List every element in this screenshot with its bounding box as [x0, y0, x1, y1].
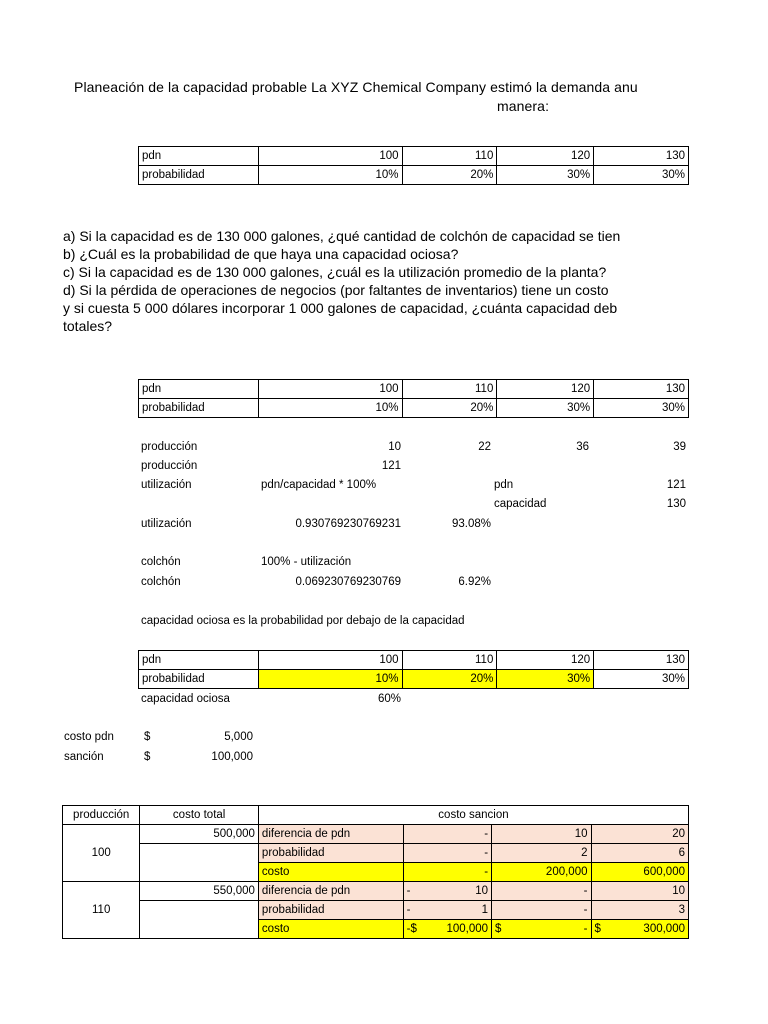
- question-d: d) Si la pérdida de operaciones de negocios (por faltantes de inventarios) tiene un costo: [63, 282, 609, 298]
- table-row: [139, 147, 689, 166]
- row-label: pdn: [139, 380, 259, 399]
- colchon-value: 0.069230769230769: [295, 576, 401, 588]
- costo-pdn-value: 5,000: [224, 731, 253, 743]
- cell: 30%: [497, 399, 594, 418]
- cell: 10%: [258, 166, 402, 185]
- cell-value: -: [583, 922, 588, 935]
- table-row: [139, 166, 689, 185]
- cell: 30%: [594, 670, 689, 689]
- cell: [591, 920, 689, 939]
- produccion-label: producción: [141, 441, 198, 453]
- cell: 120: [497, 651, 594, 670]
- cell: 120: [497, 147, 594, 166]
- produccion-v4: 39: [673, 441, 686, 453]
- cell: 130: [594, 651, 689, 670]
- group1-costo-label: costo: [258, 863, 403, 882]
- row-label: pdn: [139, 147, 259, 166]
- cell: 20%: [402, 166, 497, 185]
- costo-pdn-label: costo pdn: [64, 731, 114, 743]
- table-demand-1: [138, 146, 689, 185]
- cell-prefix: $: [495, 922, 502, 935]
- cell: 10: [591, 882, 689, 901]
- costo-pdn-currency: $: [144, 731, 151, 743]
- capacidad-label: capacidad: [494, 498, 547, 510]
- table-row: [63, 882, 689, 901]
- group1-produccion: 100: [63, 825, 140, 882]
- table-row: [139, 399, 689, 418]
- utilizacion-label-2: utilización: [141, 518, 192, 530]
- cell: 110: [402, 380, 497, 399]
- colchon-formula: 100% - utilización: [261, 556, 352, 568]
- cell-highlight: 10%: [258, 670, 402, 689]
- cell: -: [403, 825, 491, 844]
- table-row: [63, 901, 689, 920]
- cell-prefix: -$: [406, 922, 417, 935]
- question-c: c) Si la capacidad es de 130 000 galones, ¿cuál es la utilización promedio de la planta?: [63, 264, 607, 280]
- question-a: a) Si la capacidad es de 130 000 galones, ¿qué cantidad de colchón de capacidad se tien: [63, 228, 621, 244]
- page-title: Planeación de la capacidad probable La XYZ Chemical Company estimó la demanda anu: [74, 79, 638, 95]
- table-cost-sancion: [62, 805, 689, 939]
- cell-value: 300,000: [643, 922, 685, 935]
- table-row: [139, 380, 689, 399]
- cell: 100: [258, 651, 402, 670]
- cell: 2: [492, 844, 591, 863]
- question-d-cont2: totales?: [63, 318, 113, 334]
- cell-prefix: $: [594, 922, 601, 935]
- cell: -: [403, 863, 491, 882]
- page-title-line2: manera:: [497, 98, 550, 114]
- group1-diff-label: diferencia de pdn: [258, 825, 403, 844]
- cell: 110: [402, 147, 497, 166]
- table-row: [139, 670, 689, 689]
- cell-highlight: 20%: [402, 670, 497, 689]
- header-costo-sancion: costo sancion: [258, 806, 688, 825]
- group2-costo-total: 550,000: [140, 882, 259, 901]
- colchon-label-2: colchón: [141, 576, 181, 588]
- group2-prob-label: probabilidad: [258, 901, 403, 920]
- group1-costo-total: 500,000: [140, 825, 259, 844]
- row-label: pdn: [139, 651, 259, 670]
- cell-value: 10: [475, 884, 489, 897]
- cell: 20%: [402, 399, 497, 418]
- cell: 30%: [594, 166, 689, 185]
- row-label: probabilidad: [139, 670, 259, 689]
- header-costo-total: costo total: [140, 806, 259, 825]
- cell-prefix: -: [406, 903, 411, 916]
- sancion-value: 100,000: [211, 751, 253, 763]
- cell: 200,000: [492, 863, 591, 882]
- row-label: probabilidad: [139, 166, 259, 185]
- group2-costo-label: costo: [258, 920, 403, 939]
- produccion-v2: 22: [478, 441, 491, 453]
- cell: -: [492, 901, 591, 920]
- pdn-label: pdn: [494, 479, 514, 491]
- pdn-value: 121: [666, 479, 686, 491]
- cell: [403, 882, 491, 901]
- cell: 100: [258, 380, 402, 399]
- capacidad-value: 130: [666, 498, 686, 510]
- sancion-currency: $: [144, 751, 151, 763]
- colchon-label: colchón: [141, 556, 181, 568]
- ociosa-label: capacidad ociosa: [141, 693, 230, 705]
- utilizacion-label: utilización: [141, 479, 192, 491]
- table-row: [139, 651, 689, 670]
- cell: 100: [258, 147, 402, 166]
- ociosa-note: capacidad ociosa es la probabilidad por debajo de la capacidad: [141, 615, 465, 627]
- table-demand-2: [138, 379, 689, 418]
- produccion-total: 121: [381, 460, 401, 472]
- ociosa-value: 60%: [377, 693, 401, 705]
- cell: 3: [591, 901, 689, 920]
- cell: [403, 901, 491, 920]
- table-header-row: [63, 806, 689, 825]
- cell: 20: [591, 825, 689, 844]
- row-label: probabilidad: [139, 399, 259, 418]
- utilizacion-value: 0.930769230769231: [295, 518, 401, 530]
- sancion-label: sanción: [64, 751, 104, 763]
- cell: -: [403, 844, 491, 863]
- cell: 6: [591, 844, 689, 863]
- cell: 130: [594, 380, 689, 399]
- cell-highlight: 30%: [497, 670, 594, 689]
- table-row: [63, 825, 689, 844]
- cell-value: 100,000: [446, 922, 489, 935]
- utilizacion-pct: 93.08%: [451, 518, 491, 530]
- header-produccion: producción: [63, 806, 140, 825]
- table-demand-3: [138, 650, 689, 689]
- question-b: b) ¿Cuál es la probabilidad de que haya una capacidad ociosa?: [63, 246, 459, 262]
- produccion-v3: 36: [576, 441, 589, 453]
- group1-costo-total-empty: [140, 844, 259, 882]
- question-d-cont: y si cuesta 5 000 dólares incorporar 1 000 galones de capacidad, ¿cuánta capacidad deb: [63, 300, 618, 316]
- cell: 30%: [497, 166, 594, 185]
- cell: 600,000: [591, 863, 689, 882]
- cell-prefix: -: [406, 884, 411, 897]
- cell: 10: [492, 825, 591, 844]
- cell: -: [492, 882, 591, 901]
- colchon-pct: 6.92%: [458, 576, 491, 588]
- group2-produccion: 110: [63, 882, 140, 939]
- cell: [403, 920, 491, 939]
- cell-value: 1: [481, 903, 489, 916]
- group2-costo-total-empty: [140, 901, 259, 939]
- cell: 110: [402, 651, 497, 670]
- cell: 30%: [594, 399, 689, 418]
- produccion-v1: 10: [388, 441, 401, 453]
- cell: [492, 920, 591, 939]
- produccion-label-2: producción: [141, 460, 198, 472]
- cell: 120: [497, 380, 594, 399]
- cell: 10%: [258, 399, 402, 418]
- cell: 130: [594, 147, 689, 166]
- group2-diff-label: diferencia de pdn: [258, 882, 403, 901]
- group1-prob-label: probabilidad: [258, 844, 403, 863]
- utilizacion-formula: pdn/capacidad * 100%: [261, 479, 377, 491]
- table-row: [63, 844, 689, 863]
